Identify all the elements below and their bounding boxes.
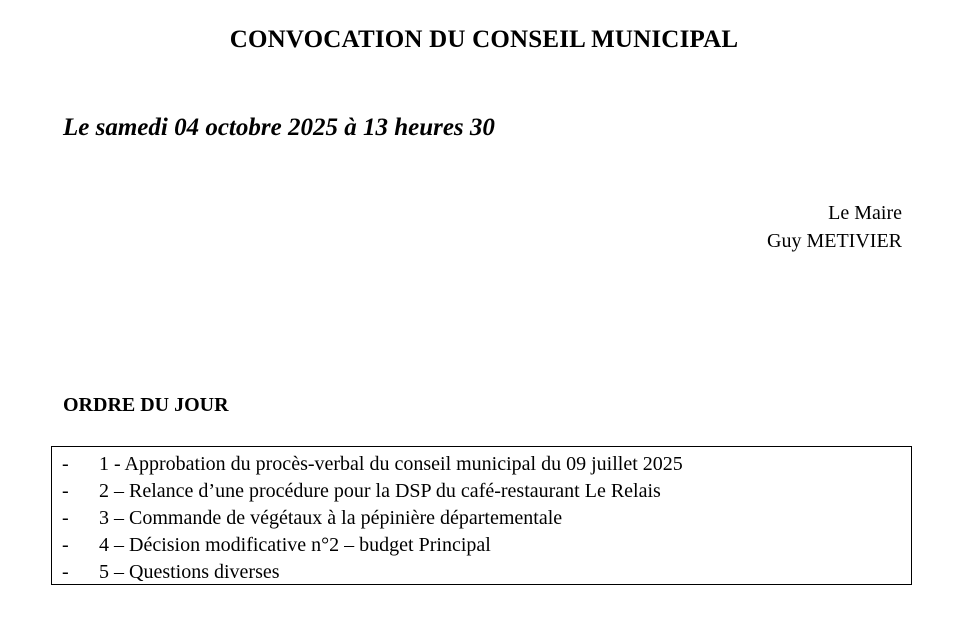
agenda-list (52, 451, 911, 586)
agenda-bullet: - (62, 453, 69, 475)
signature-name: Guy METIVIER (767, 230, 902, 252)
agenda-item-text: 4 – Décision modificative n°2 – budget Principal (99, 534, 491, 556)
agenda-item (52, 451, 911, 478)
agenda-bullet: - (62, 534, 69, 556)
agenda-heading: ORDRE DU JOUR (63, 394, 229, 416)
agenda-bullet: - (62, 480, 69, 502)
agenda-bullet: - (62, 507, 69, 529)
signature-block (767, 199, 902, 255)
agenda-item-text: 1 - Approbation du procès-verbal du conseil municipal du 09 juillet 2025 (99, 453, 683, 475)
document-title: CONVOCATION DU CONSEIL MUNICIPAL (229, 26, 739, 53)
agenda-item (52, 478, 911, 505)
meeting-date: Le samedi 04 octobre 2025 à 13 heures 30 (63, 114, 495, 141)
agenda-item-text: 3 – Commande de végétaux à la pépinière départementale (99, 507, 563, 529)
agenda-box (51, 446, 912, 585)
agenda-item (52, 532, 911, 559)
agenda-item (52, 559, 911, 586)
signature-role: Le Maire (828, 202, 902, 224)
agenda-bullet: - (62, 561, 69, 583)
agenda-item-text: 2 – Relance d’une procédure pour la DSP du café-restaurant Le Relais (99, 480, 661, 502)
agenda-item (52, 505, 911, 532)
agenda-item-text: 5 – Questions diverses (99, 561, 280, 583)
